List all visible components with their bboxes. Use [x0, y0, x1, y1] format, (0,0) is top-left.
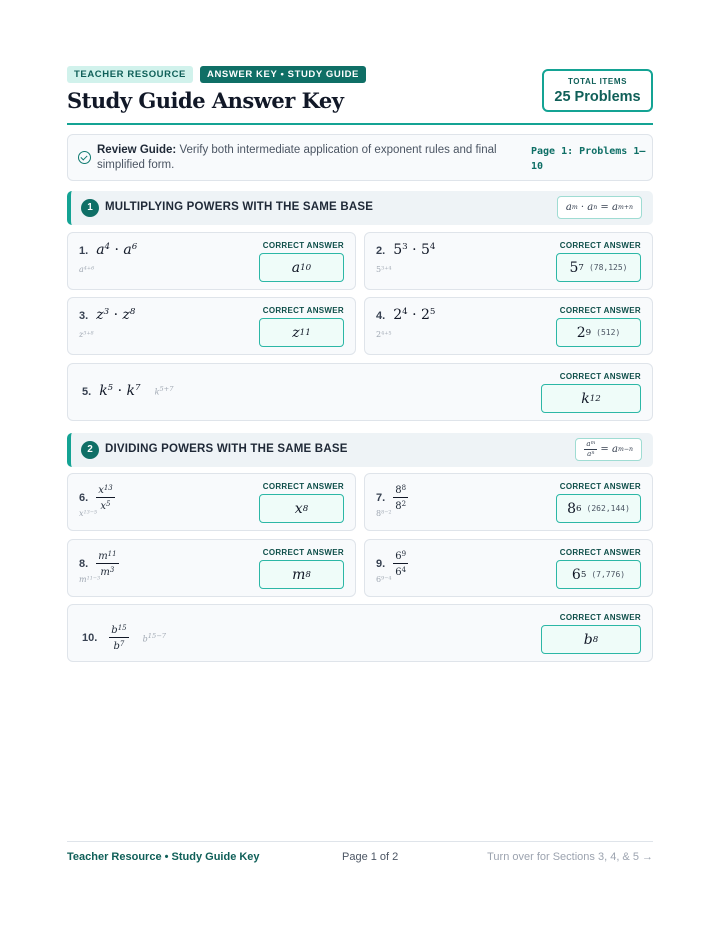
teacher-resource-badge: TEACHER RESOURCE [67, 66, 193, 83]
correct-answer-label: CORRECT ANSWER [559, 482, 641, 491]
turn-over-note: Turn over for Sections 3, 4, & 5 → [487, 851, 653, 863]
review-guide-label: Review Guide: [97, 144, 177, 156]
footer-divider [67, 841, 653, 842]
problem-card-2 [364, 232, 653, 290]
problem-statement [376, 242, 435, 258]
correct-answer-label: CORRECT ANSWER [559, 306, 641, 315]
problem-expression: $a^4 \cdot a^6$ [96, 242, 138, 258]
problem-card-7 [364, 473, 653, 531]
page-reference: Page 1: Problems 1–10 [531, 146, 646, 172]
answer-box: a 10 [259, 253, 344, 282]
answer-box: k 12 [541, 384, 641, 413]
review-guide-box [67, 134, 653, 181]
answer-value-note: (262,144) [586, 504, 630, 513]
problem-statement [82, 623, 166, 652]
correct-answer-label: CORRECT ANSWER [559, 613, 641, 622]
problem-number: 1. [79, 245, 89, 257]
problem-expression: $\frac{m^{11}}{m^3}$ [98, 550, 117, 579]
review-guide-text [97, 143, 507, 173]
work-hint: $5^{3+4}$ [376, 265, 392, 274]
problem-card-9 [364, 539, 653, 597]
problem-card-3 [67, 297, 356, 355]
work-hint: $6^{9-4}$ [376, 575, 392, 584]
section-title: MULTIPLYING POWERS WITH THE SAME BASE [105, 201, 374, 213]
page-header [67, 66, 653, 124]
problem-number: 6. [79, 491, 89, 504]
problem-expression: $\frac{x^{13}}{x^5}$ [98, 484, 113, 513]
problem-statement [79, 483, 115, 512]
correct-answer-label: CORRECT ANSWER [262, 306, 344, 315]
problem-card-8 [67, 539, 356, 597]
footer-resource-label: Teacher Resource • Study Guide Key [67, 851, 260, 863]
work-hint: $m^{11-3}$ [79, 575, 101, 584]
problem-statement [376, 483, 408, 512]
problem-expression: $\frac{6^9}{6^4}$ [395, 550, 407, 579]
correct-answer-label: CORRECT ANSWER [559, 548, 641, 557]
total-items-value: 25 Problems [554, 89, 641, 105]
problem-card-10 [67, 604, 653, 662]
section-number: 1 [81, 199, 99, 217]
page-footer [67, 851, 653, 865]
problem-statement [82, 383, 174, 399]
section-number: 2 [81, 441, 99, 459]
correct-answer-label: CORRECT ANSWER [559, 241, 641, 250]
answer-box: z 11 [259, 318, 344, 347]
page-number: Page 1 of 2 [342, 851, 399, 863]
problem-expression: $2^4 \cdot 2^5$ [393, 307, 436, 323]
correct-answer-label: CORRECT ANSWER [559, 372, 641, 381]
problem-card-5 [67, 363, 653, 421]
answer-box: 8 6 (262,144) [556, 494, 641, 523]
work-hint: $2^{4+5}$ [376, 330, 392, 339]
problem-expression: $\frac{8^8}{8^2}$ [395, 484, 407, 513]
answer-box: 5 7 (78,125) [556, 253, 641, 282]
answer-box: 6 5 (7,776) [556, 560, 641, 589]
rule-formula: $\frac{a^m}{a^n}$ = a m−n [575, 438, 642, 461]
page-title: Study Guide Answer Key [67, 88, 344, 113]
problem-number: 2. [376, 245, 386, 257]
answer-value-note: (78,125) [588, 263, 628, 272]
section-header-multiplying [67, 191, 653, 225]
problem-card-4 [364, 297, 653, 355]
check-circle-icon [78, 151, 91, 164]
total-items-box [542, 69, 653, 112]
answer-box: m 8 [259, 560, 344, 589]
work-hint: $a^{4+6}$ [79, 265, 95, 274]
problem-expression: $k^5 \cdot k^7$ [99, 383, 141, 399]
answer-key-badge: ANSWER KEY • STUDY GUIDE [200, 66, 366, 83]
problem-expression: $\frac{b^{15}}{b^7}$ [111, 624, 127, 653]
section-header-dividing [67, 433, 653, 467]
problem-card-6 [67, 473, 356, 531]
correct-answer-label: CORRECT ANSWER [262, 241, 344, 250]
work-hint: $k^{5+7}$ [154, 385, 174, 397]
problem-number: 5. [82, 386, 92, 398]
problem-number: 8. [79, 557, 89, 570]
problem-card-1 [67, 232, 356, 290]
answer-box: x 8 [259, 494, 344, 523]
problem-statement [376, 307, 435, 323]
problem-number: 4. [376, 310, 386, 322]
work-hint: $8^{8-2}$ [376, 509, 392, 518]
answer-value-note: (7,776) [591, 570, 626, 579]
problem-expression: $z^3 \cdot z^8$ [96, 307, 136, 323]
problem-statement [376, 549, 408, 578]
work-hint: $b^{15-7}$ [142, 631, 167, 644]
answer-box: 2 9 (512) [556, 318, 641, 347]
problem-number: 9. [376, 557, 386, 570]
answer-box: b 8 [541, 625, 641, 654]
work-hint: $x^{13-5}$ [79, 509, 98, 518]
problem-expression: $5^3 \cdot 5^4$ [393, 242, 436, 258]
work-hint: $z^{3+8}$ [79, 330, 94, 339]
problem-statement [79, 549, 119, 578]
problem-statement [79, 242, 137, 258]
problem-number: 7. [376, 491, 386, 504]
problem-statement [79, 307, 135, 323]
study-guide-page [67, 66, 653, 653]
problem-number: 3. [79, 310, 89, 322]
total-items-label: TOTAL ITEMS [567, 77, 628, 86]
problem-number: 10. [82, 631, 98, 644]
answer-value-note: (512) [596, 328, 621, 337]
section-title: DIVIDING POWERS WITH THE SAME BASE [105, 443, 348, 455]
correct-answer-label: CORRECT ANSWER [262, 482, 344, 491]
header-divider [67, 123, 653, 125]
rule-formula: a m · a n = a m+n [557, 196, 642, 219]
correct-answer-label: CORRECT ANSWER [262, 548, 344, 557]
review-guide-body: Verify both intermediate application of exponent rules and final simplified form. [97, 144, 497, 171]
